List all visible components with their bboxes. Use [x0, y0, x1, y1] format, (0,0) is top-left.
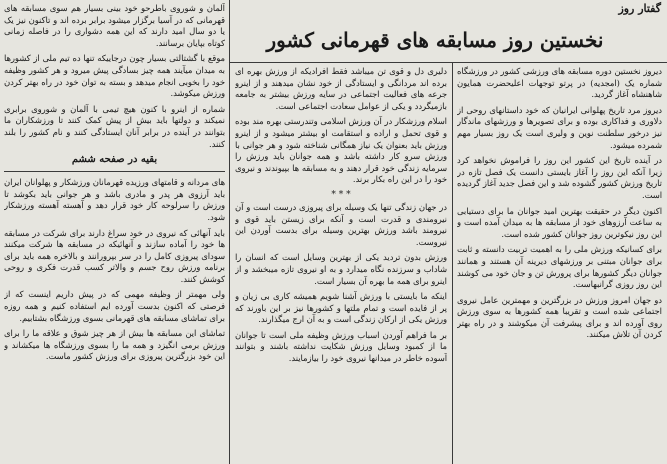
middle-column — [235, 66, 447, 464]
left-bottom-paragraph: ولی مهمتر از وظیفه مهمی که در پیش داریم اینست که از فرصتی که اکنون بدست آورده ایم استفاده کنیم و همه روزه برای تماشای مسابقه های قهرمانی بسوی ورزشگاه بشتابیم. — [4, 289, 225, 323]
section-kicker: گفتار روز — [618, 2, 661, 15]
middle-top-paragraph: دلیری دل و قوی تن میباشد فقط افرادیکه از ورزش بهره ای برده اند مردانگی و ایستادگی از خود نشان میدهند و از اینرو جرعه های فعالیت اجتماعی در سایه ورزش بیشتر به جامعه بازمیگردد و یکی از عوامل سعادت اجتماعی است. — [235, 66, 447, 111]
middle-bottom-paragraph: اینکه ما بایستی با ورزش آشنا شویم همیشه کاری بی زیان و پر از فایده است و تمام ملتها و کشورها نیز بر این باورند که ورزش یکی از ارکان زندگی است و به آن ارج میگذارند. — [235, 291, 447, 325]
left-top-paragraph: آلمان و شوروی باطرحو خود بینی بسیار هم سوی مسابقه های قهرمانی که در آسیا برگزار میشود برابر برده اند و تاکنون نیز یک یا دو سال امید دارند که این همه دشواری را در فاصله زمانی کوتاه بپایان برسانند. — [4, 3, 225, 48]
left-bottom-paragraph: باید آنهائی که نیروی در خود سراغ دارند برای شرکت در مسابقه ها خود را آماده سازند و آنهائیکه در مسابقه ها شرکت میکنند سودای پیروزی کامل را در سر بپرورانند و بالاخره همه باید برای برنامه ورزش روح جسم و والاتر کسب قدرت فکری و روحی کوشش کنند. — [4, 227, 225, 284]
right-paragraph: برای کسانیکه ورزش ملی را به اهمیت تربیت دانسته و ثابت برای جوانان مبتنی بر ورزشهای دیرینه آن هستند و همانند جوانان دیگر کشورها برای پرورش تن و جان خود می کوشند این روز روزی گرانبهاست. — [457, 244, 662, 290]
article-headline: نخستین روز مسابقه های قهرمانی کشور — [266, 28, 604, 52]
right-paragraph: دیروز نخستین دوره مسابقه های ورزشی کشور در ورزشگاه شماره یک (امجدیه) در پرتو توجهات اعلیحضرت همایون شاهنشاه آغاز گردید. — [457, 66, 662, 100]
left-section-rule — [4, 171, 225, 172]
continued-notice: بقیه در صفحه ششم — [71, 154, 158, 166]
column-divider-left — [229, 0, 230, 464]
middle-top-paragraph: اسلام ورزشکار در آن ورزش اسلامی وتندرستی بهره مند بوده و قوی تحمل و اراده و استقامت او بیشتر میشود و از اینرو ورزش باید بعنوان یک نیاز همگانی شناخته شود و هر جوانی با ورزش سرو کار داشته باشد و همه جوانان باید ورزش را سرمایه زندگی خود قرار دهند و به مسابقه ها بپیوندند و نیروی خود را در این راه بکار برند. — [235, 116, 447, 185]
middle-bottom-paragraph: در جهان زندگی تنها یک وسیله برای پیروزی درست است و آن نیرومندی و قدرت است و آنکه برای زیستن باید قوی و نیرومند باشد ورزش بهترین وسیله برای بدست آوردن این نیروست. — [235, 201, 447, 247]
middle-bottom-paragraph: بر ما فراهم آوردن اسباب ورزش وظیفه ملی است تا جوانان ما از کمبود وسایل ورزش شکایت نداشته باشند و بتوانند آسوده خاطر در میدانها نیروی خود را بیازمایند. — [235, 329, 447, 364]
left-column — [4, 0, 225, 464]
right-column — [457, 66, 662, 464]
headline-rule — [230, 62, 667, 63]
left-bottom-paragraph: های مردانه و قامتهای ورزیده قهرمانان ورزشکار و پهلوانان ایران باید آرزوی هر پدر و مادری باشد و هر جوانی باید بکوشد تا ورزش را سرلوحه کار خود قرار دهد و آهسته آهسته ورزشکار شود. — [4, 177, 225, 222]
right-paragraph: دیروز مرد تاریخ پهلوانی ایرانیان که خود داستانهای روحی از دلاوری و فداکاری بوده و برای تصویرها و ورزشهای ماندگار نیز درخور سلطنت نوین و ولیری است یک روز بسیار مهم شمرده میشود. — [457, 104, 662, 150]
left-bottom-paragraph: تماشای این مسابقه ها بیش از هر چیز شوق و علاقه ما را برای ورزش برمی انگیزد و همه ما را بسوی ورزشگاه ها میکشاند و این خود بزرگترین پیروزی برای ورزش کشور ماست. — [4, 328, 225, 362]
column-divider-right — [452, 62, 453, 464]
left-top-paragraph: موقع با گشتالتی بسیار چون درجاییکه تنها ده تیم ملی از کشورها به میدان میآیند همه چیز بسادگی پیش میرود و هر کشور وظیفه خود را بخوبی انجام میدهد و بسته به توان خود در راه بهتر کردن ورزش میکوشد. — [4, 53, 225, 99]
right-paragraph: در آینده تاریخ این کشور این روز را فراموش نخواهد کرد زیرا آنکه این روز را آغاز بایستی دانست یک فصل تازه در تاریخ ورزش کشور گشوده شد و این فصل جدید آغاز گردیده است. — [457, 155, 662, 200]
right-paragraph: دو جهان امروز ورزش در بزرگترین و مهمترین عامل نیروی اجتماعی شده است و تقریبا همه کشورها به سوی ورزش روی آورده اند و برای پیشرفت آن میکوشند و در راه بهتر کردن آن تلاش میکنند. — [457, 294, 662, 340]
right-paragraph: اکنون دیگر در حقیقت بهترین امید جوانان ما برای دستیابی به ساعت آرزوهای خود از مسابقه ها به میدان آمده است و این روز نیکوترین روز جوانان کشور شده است. — [457, 205, 662, 239]
section-separator-stars: * * * — [331, 189, 351, 200]
left-top-paragraph: شماره از اینرو با کنون هیچ تیمی با آلمان و شوروی برابری نمیکند و دولتها باید بیش از پیش کمک کنند تا ورزشکاران ما بتوانند در آینده در برابر آنان ایستادگی کنند و نام کشور را بلند کنند. — [4, 103, 225, 149]
middle-bottom-paragraph: ورزش بدون تردید یکی از بهترین وسایل است که انسان را شاداب و سرزنده نگاه میدارد و به او نیروی تازه میبخشد و از اینرو برای همه ما بهره آن بسیار است. — [235, 252, 447, 286]
